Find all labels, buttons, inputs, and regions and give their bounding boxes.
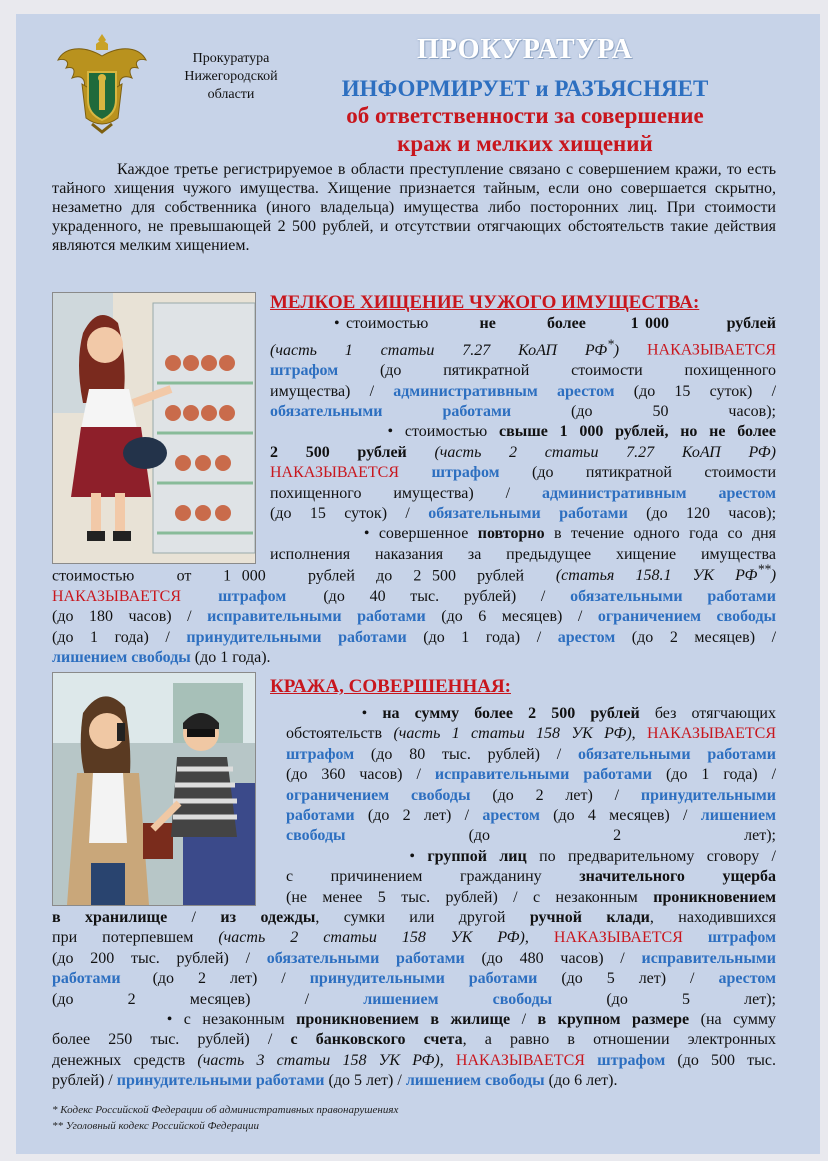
topic [290,102,760,158]
title: ПРОКУРАТУРА [416,34,634,65]
organization-name [166,50,296,104]
org-line-2: Нижегородской [184,69,278,84]
topic-line-2: краж и мелких хищений [397,131,653,156]
subtitle: ИНФОРМИРУЕТ и РАЗЪЯСНЯЕТ [341,76,709,101]
shoplifting-illustration [52,292,256,564]
petty-theft-text-right: • стоимостью не более 1 000 рублей (часть 1 статьи 7.27 КоАП РФ*) НАКАЗЫВАЕТСЯ штрафом (до пятикратной стоимости похищенного имущества) / административным арестом (до 15 суток) / обязательными работами (до 50 часов); • стоимостью свыше 1 000 рублей, но не более 2 500 рублей (часть 2 статьи 7.27 КоАП РФ) НАКАЗЫВАЕТСЯ штрафом (до пятикратной стоимости похищенного имущества) / административным арестом (до 15 суток) / обязательными работами (до 120 часов); • совершенное повторно в течение одного года со дня исполнения наказания за предыдущее хищение имущества [270,315,777,563]
footnote-1: * Кодекс Российской Федерации об административных правонарушениях [52,1104,399,1116]
pickpocket-illustration [52,672,256,906]
section-heading-petty-theft: МЕЛКОЕ ХИЩЕНИЕ ЧУЖОГО ИМУЩЕСТВА: [270,292,700,313]
intro-paragraph: Каждое третье регистрируемое в области преступление связано с совершением кражи, то есть тайного хищения чужого имущества. Хищение признается тайным, если оно совершается скрытно, незаметно для собственника (иного владельца) имущества либо посторонних лиц. При стоимости украденного, не превышающей 2 500 рублей, и отсутствии отягчающих обстоятельств такие действия являются мелким хищением. [52,161,776,254]
section-heading-theft: КРАЖА, СОВЕРШЕННАЯ: [270,676,511,697]
theft-text-full: в хранилище / из одежды, сумки или другой ручной клади, находившихся при потерпевшем (часть 2 статьи 158 УК РФ), НАКАЗЫВАЕТСЯ штрафом (до 200 тыс. рублей) / обязательными работами (до 480 часов) / исправительными работами (до 2 лет) / принудительными работами (до 5 лет) / арестом (до 2 месяцев) / лишением свободы (до 5 лет); • с незаконным проникновением в жилище / в крупном размере (на сумму более 250 тыс. рублей) / с банковского счета, а равно в отношении электронных денежных средств (часть 3 статьи 158 УК РФ), НАКАЗЫВАЕТСЯ штрафом (до 500 тыс. рублей) / принудительными работами (до 5 лет) / лишением свободы (до 6 лет). [52,909,777,1090]
org-line-1: Прокуратура [192,51,270,66]
org-line-3: области [207,87,255,102]
footnote-2: ** Уголовный кодекс Российской Федерации [52,1120,259,1132]
petty-theft-text-full: стоимостью от 1 000 рублей до 2 500 рублей (статья 158.1 УК РФ**) НАКАЗЫВАЕТСЯ штрафом (до 40 тыс. рублей) / обязательными работами (до 180 часов) / исправительными работами (до 6 месяцев) / ограничением свободы (до 1 года) / принудительными работами (до 1 года) / арестом (до 2 месяцев) / лишением свободы (до 1 года). [52,562,777,666]
prosecutor-emblem-icon [52,26,152,138]
theft-text-right: • на сумму более 2 500 рублей без отягчающих обстоятельств (часть 1 статьи 158 УК РФ), НАКАЗЫВАЕТСЯ штрафом (до 80 тыс. рублей) / обязательными работами (до 360 часов) / исправительными работами (до 1 года) / ограничением свободы (до 2 лет) / принудительными работами (до 2 лет) / арестом (до 4 месяцев) / лишением свободы (до 2 лет); • группой лиц по предварительному сговору / с причинением гражданину значительного ущерба (не менее 5 тыс. рублей) / с незаконным проникновением [286,705,777,906]
topic-line-1: об ответственности за совершение [346,103,704,128]
